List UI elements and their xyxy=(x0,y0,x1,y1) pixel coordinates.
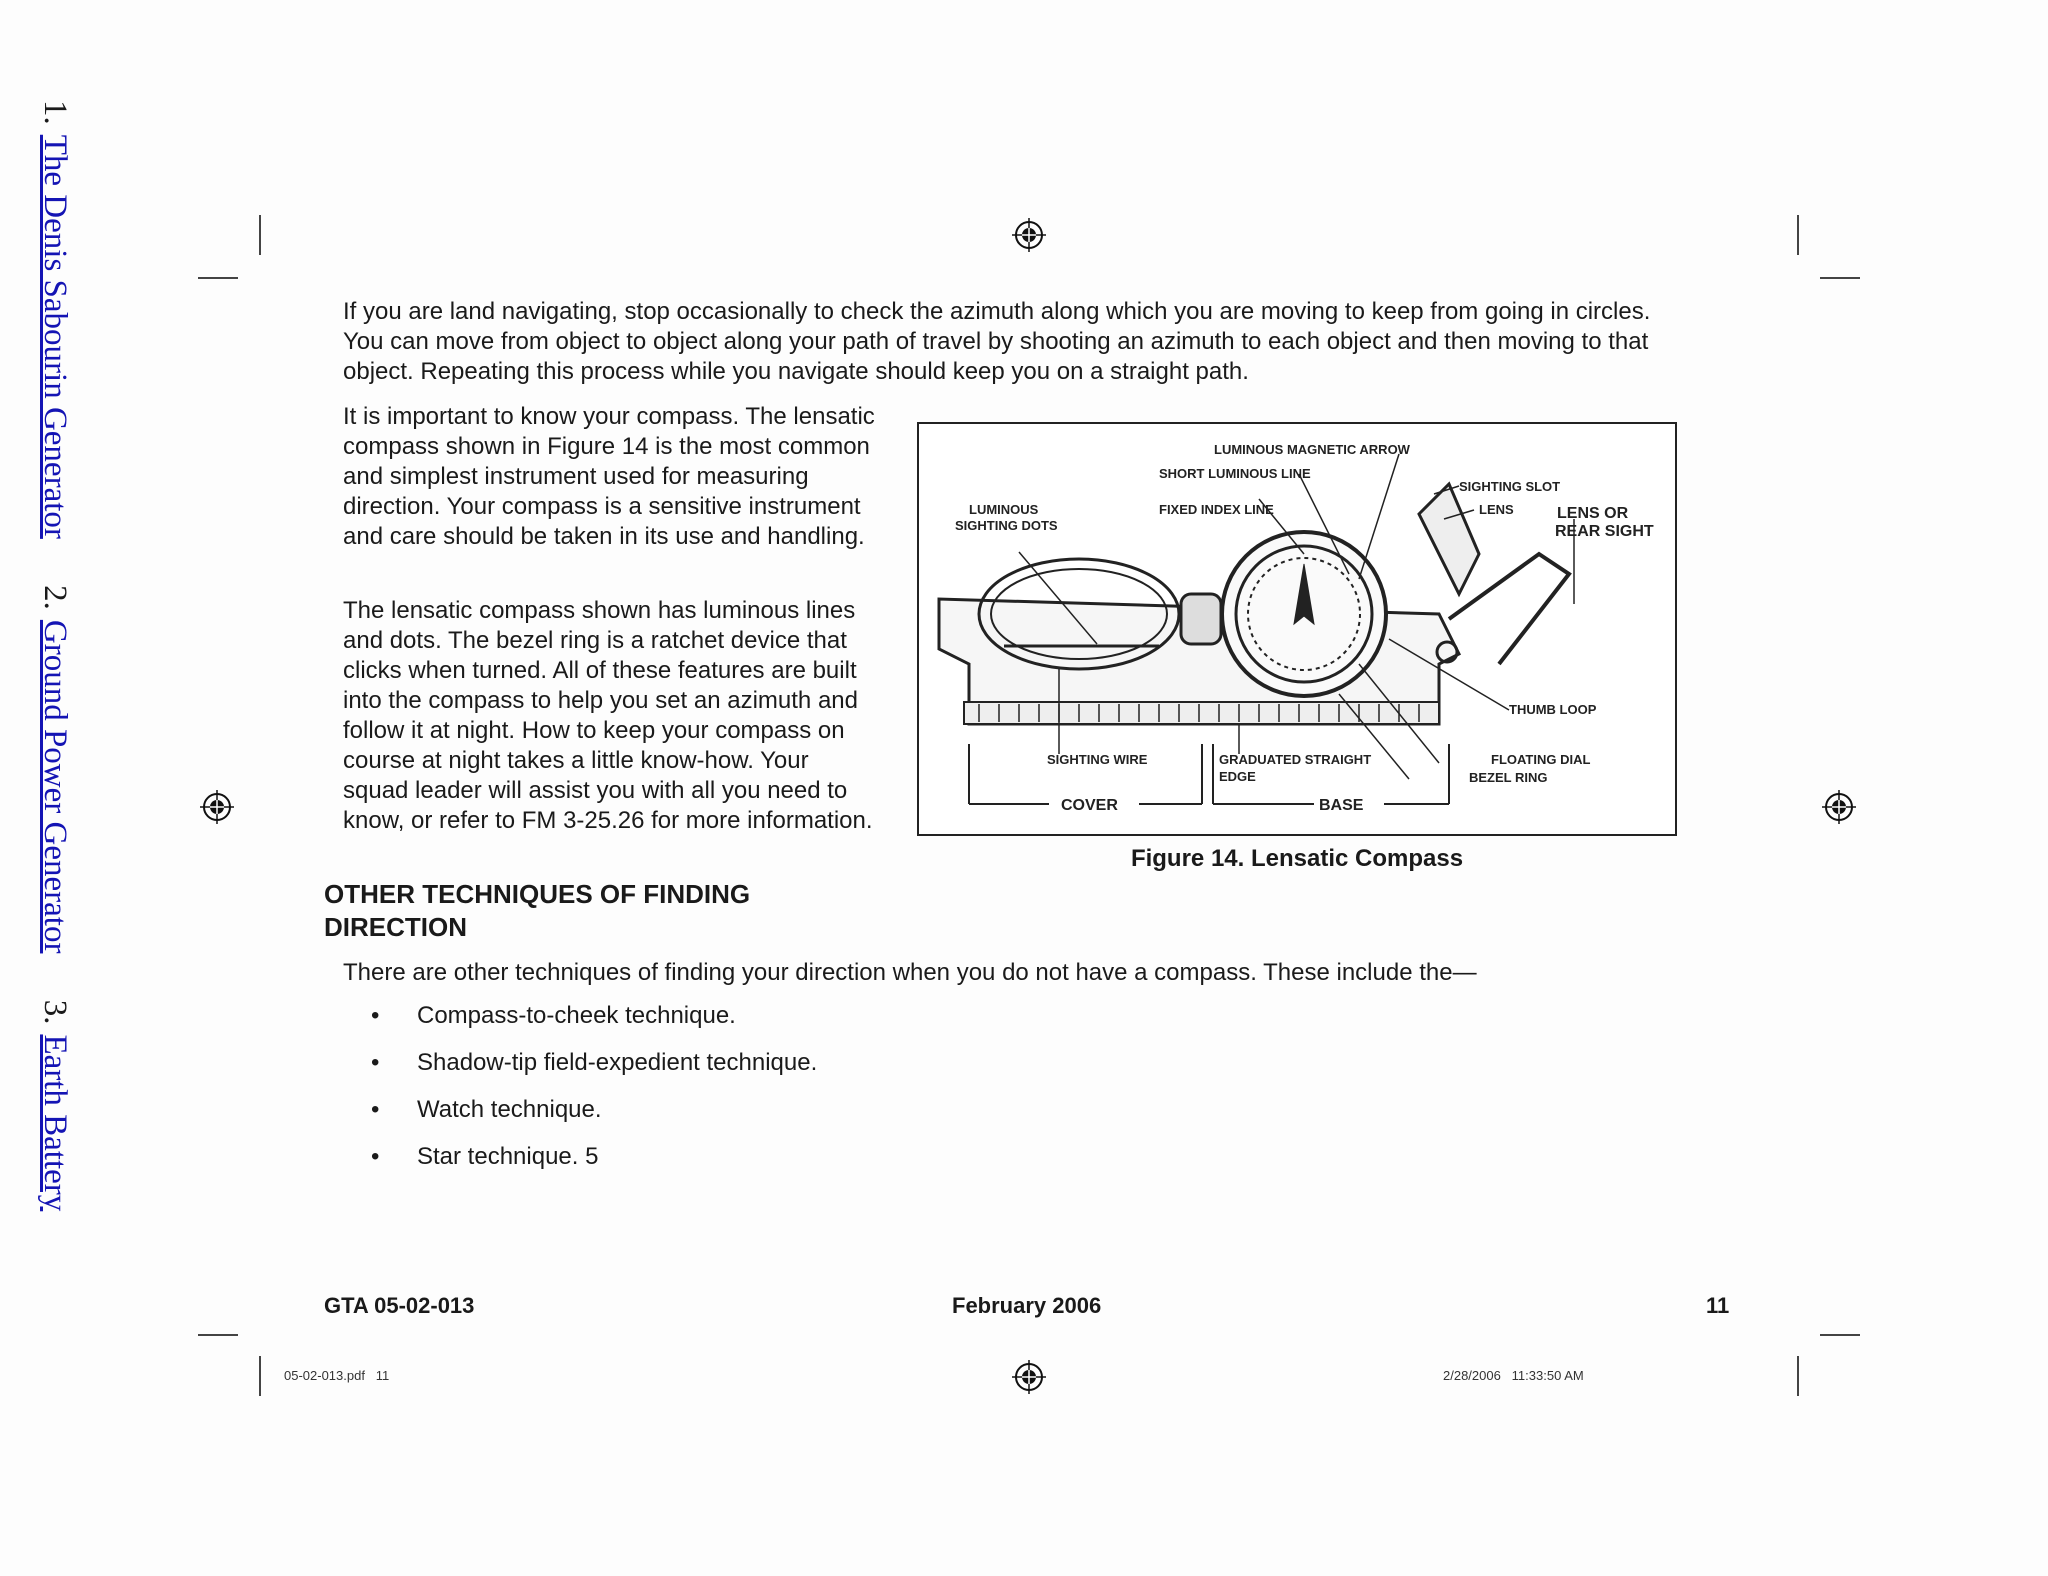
side-navigation xyxy=(36,100,73,1249)
crop-mark xyxy=(259,1356,261,1396)
paragraph-other-techniques: There are other techniques of finding your direction when you do not have a compass. These include the— xyxy=(343,959,1477,986)
crop-mark xyxy=(1797,1356,1799,1396)
nav-item-denis-sabourin-generator[interactable] xyxy=(36,100,73,539)
nav-item-earth-battery[interactable] xyxy=(36,1000,73,1212)
footer-document-id: GTA 05-02-013 xyxy=(324,1293,475,1318)
slug-filename: 05-02-013.pdf 11 xyxy=(284,1368,390,1383)
registration-mark-icon xyxy=(200,790,234,824)
list-item: • Compass-to-cheek technique. xyxy=(371,1001,817,1048)
nav-link-earth-battery[interactable]: Earth Battery xyxy=(37,1034,73,1212)
label-bezel-ring: BEZEL RING xyxy=(1469,770,1548,785)
lensatic-compass-illustration xyxy=(919,424,1675,834)
paragraph-know-your-compass: It is important to know your compass. The lensatic compass shown in Figure 14 is the most common and simplest instrument used for measuring direction. Your compass is a sensitive instrument and care should be taken in its use and handling. xyxy=(343,403,875,550)
label-graduated-straight-edge-line2: EDGE xyxy=(1219,769,1256,784)
label-lens-or-rear-sight-line2: REAR SIGHT xyxy=(1555,523,1654,540)
nav-link-denis-sabourin-generator[interactable]: The Denis Sabourin Generator xyxy=(37,134,73,539)
label-sighting-slot: SIGHTING SLOT xyxy=(1459,479,1561,494)
nav-item-number: 1. xyxy=(37,100,73,125)
list-item: • Watch technique. xyxy=(371,1095,817,1142)
label-base: BASE xyxy=(1319,797,1364,814)
nav-item-ground-power-generator[interactable] xyxy=(36,585,73,953)
paragraph-luminous-lines: The lensatic compass shown has luminous lines and dots. The bezel ring is a ratchet device that clicks when turned. All of these features are built into the compass to help you set an azimuth and follow it at night. How to keep your compass on course at night takes a little know-how. Your squad leader will assist you with all you need to know, or refer to FM 3-25.26 for more information. xyxy=(343,597,873,834)
label-luminous-magnetic-arrow: LUMINOUS MAGNETIC ARROW xyxy=(1214,442,1410,457)
list-item: • Shadow-tip field-expedient technique. xyxy=(371,1048,817,1095)
nav-item-number: 3. xyxy=(37,999,73,1025)
paragraph-land-navigating: If you are land navigating, stop occasionally to check the azimuth along which you are moving to keep from going in circles. You can move from object to object along your path of travel by shooting an azimuth to each object and then moving to that object. Repeating this process while you navigate should keep you on a straight path. xyxy=(343,298,1651,385)
footer-date: February 2006 xyxy=(952,1293,1102,1318)
registration-mark-icon xyxy=(1012,218,1046,252)
nav-item-number: 2. xyxy=(37,585,73,610)
label-lens: LENS xyxy=(1479,502,1514,517)
label-sighting-wire: SIGHTING WIRE xyxy=(1047,752,1148,767)
label-fixed-index-line: FIXED INDEX LINE xyxy=(1159,502,1274,517)
label-lens-or-rear-sight-line1: LENS OR xyxy=(1557,505,1629,522)
registration-mark-icon xyxy=(1012,1360,1046,1394)
label-floating-dial: FLOATING DIAL xyxy=(1491,752,1591,767)
label-graduated-straight-edge-line1: GRADUATED STRAIGHT xyxy=(1219,752,1372,767)
lensatic-compass-figure xyxy=(917,422,1677,836)
crop-mark xyxy=(259,215,261,255)
crop-mark xyxy=(198,1334,238,1336)
label-thumb-loop: THUMB LOOP xyxy=(1509,702,1597,717)
crop-mark xyxy=(198,277,238,279)
label-luminous-sighting-dots-line2: SIGHTING DOTS xyxy=(955,518,1058,533)
crop-mark xyxy=(1820,1334,1860,1336)
label-cover: COVER xyxy=(1061,797,1118,814)
label-short-luminous-line: SHORT LUMINOUS LINE xyxy=(1159,466,1311,481)
crop-mark xyxy=(1797,215,1799,255)
list-item: • Star technique. 5 xyxy=(371,1142,817,1189)
registration-mark-icon xyxy=(1822,790,1856,824)
footer-page-number: 11 xyxy=(1706,1293,1730,1318)
section-heading: OTHER TECHNIQUES OF FINDING DIRECTION xyxy=(324,879,751,942)
figure-caption: Figure 14. Lensatic Compass xyxy=(1130,845,1464,872)
label-luminous-sighting-dots-line1: LUMINOUS xyxy=(969,502,1039,517)
nav-link-ground-power-generator[interactable]: Ground Power Generator xyxy=(37,619,73,954)
slug-timestamp: 2/28/2006 11:33:50 AM xyxy=(1443,1368,1584,1383)
crop-mark xyxy=(1820,277,1860,279)
technique-list xyxy=(371,1001,817,1189)
